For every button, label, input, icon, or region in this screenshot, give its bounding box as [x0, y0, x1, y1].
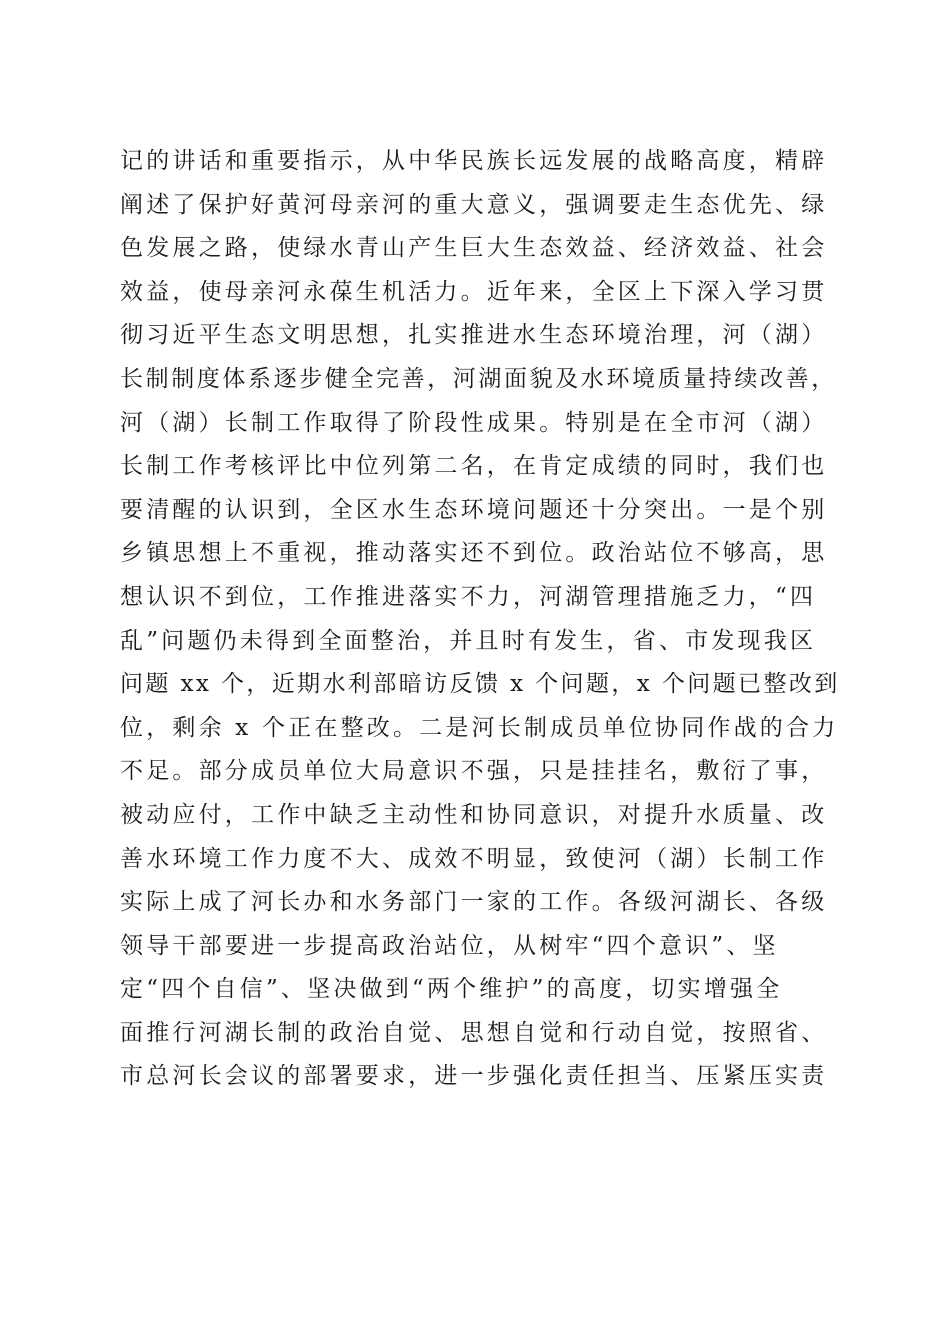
text-line: 记的讲话和重要指示，从中华民族长远发展的战略高度，精辟	[120, 148, 828, 174]
text-line: 定“四个自信”、坚决做到“两个维护”的高度，切实增强全	[120, 976, 783, 1003]
text-line: 阐述了保护好黄河母亲河的重大意义，强调要走生态优先、绿	[120, 191, 828, 218]
body-text	[120, 140, 840, 1099]
text-line: 领导干部要进一步提高政治站位，从树牢“四个意识”、坚	[120, 932, 779, 959]
text-line: 要清醒的认识到，全区水生态环境问题还十分突出。一是个别	[120, 496, 828, 523]
text-line: 被动应付，工作中缺乏主动性和协同意识，对提升水质量、改	[120, 801, 828, 828]
text-line: 长制工作考核评比中位列第二名，在肯定成绩的同时，我们也	[120, 453, 828, 480]
text-line: 实际上成了河长办和水务部门一家的工作。各级河湖长、各级	[120, 889, 828, 916]
text-line: 问题 xx 个，近期水利部暗访反馈 x 个问题，x 个问题已整改到	[120, 671, 840, 698]
text-line: 市总河长会议的部署要求，进一步强化责任担当、压紧压实责	[120, 1063, 828, 1090]
text-line: 不足。部分成员单位大局意识不强，只是挂挂名，敷衍了事，	[120, 758, 828, 785]
text-line: 想认识不到位，工作推进落实不力，河湖管理措施乏力，“四	[120, 583, 817, 610]
text-line: 长制制度体系逐步健全完善，河湖面貌及水环境质量持续改善，	[120, 365, 837, 392]
text-line: 效益，使母亲河永葆生机活力。近年来，全区上下深入学习贯	[120, 278, 828, 305]
text-line: 位，剩余 x 个正在整改。二是河长制成员单位协同作战的合力	[120, 714, 839, 741]
text-line: 善水环境工作力度不大、成效不明显，致使河（湖）长制工作	[120, 845, 828, 872]
text-line: 乡镇思想上不重视，推动落实还不到位。政治站位不够高，思	[120, 540, 828, 567]
text-line: 河（湖）长制工作取得了阶段性成果。特别是在全市河（湖）	[120, 409, 828, 436]
text-line: 面推行河湖长制的政治自觉、思想自觉和行动自觉，按照省、	[120, 1019, 828, 1046]
text-line: 色发展之路，使绿水青山产生巨大生态效益、经济效益、社会	[120, 235, 828, 262]
text-line: 乱”问题仍未得到全面整治，并且时有发生，省、市发现我区	[120, 627, 817, 654]
text-line: 彻习近平生态文明思想，扎实推进水生态环境治理，河（湖）	[120, 322, 828, 349]
